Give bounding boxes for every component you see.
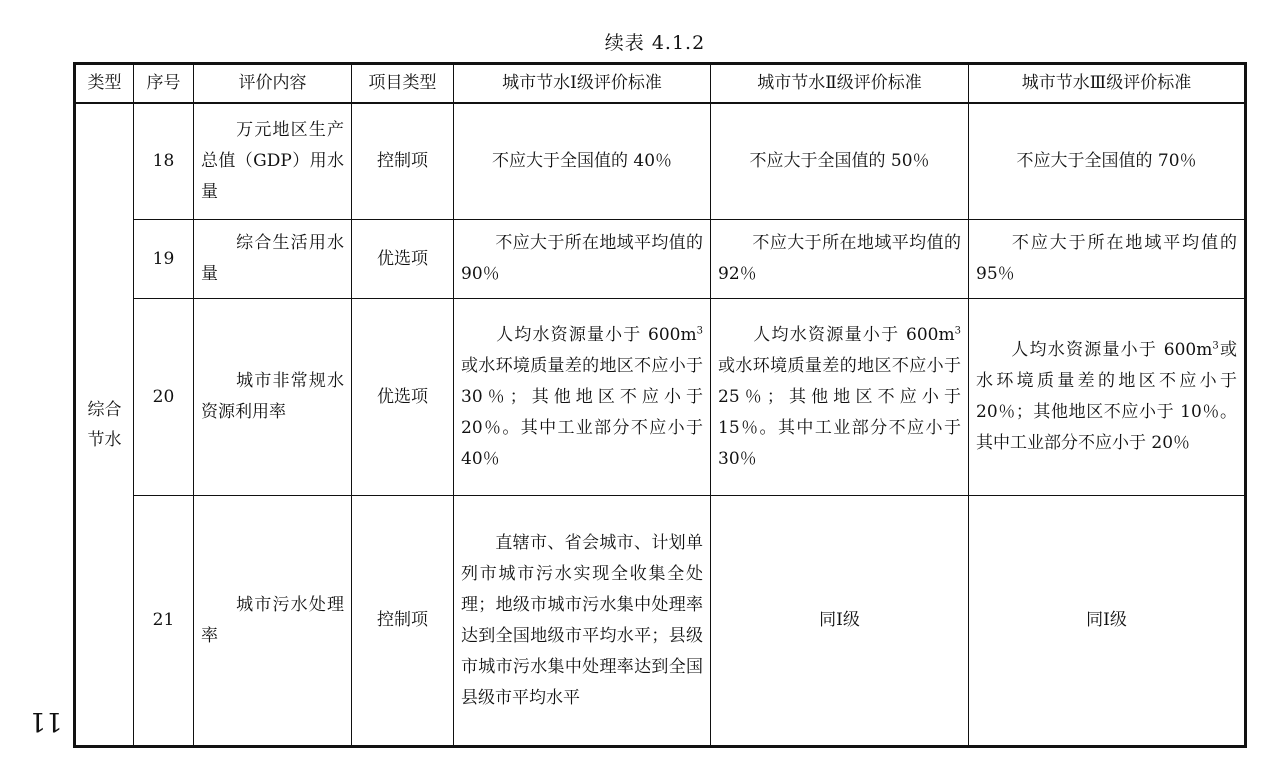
header-level2: 城市节水Ⅱ级评价标准: [711, 64, 969, 104]
row-level1: 人均水资源量小于 $600m^3$或水环境质量差的地区不应小于 30％；其他地区不应小于 20％。其中工业部分不应小于 40％: [454, 299, 711, 496]
table-row: [75, 299, 1246, 496]
page-number: 11: [29, 706, 63, 736]
table-row: [75, 220, 1246, 299]
row-content: 城市污水处理率: [194, 496, 352, 747]
row-level2: 不应大于所在地域平均值的 92％: [711, 220, 969, 299]
evaluation-standard-table: [73, 62, 1247, 748]
row-level2: 同Ⅰ级: [711, 496, 969, 747]
header-row: [75, 64, 1246, 104]
row-content: 城市非常规水资源利用率: [194, 299, 352, 496]
row-level2: 不应大于全国值的 50％: [711, 103, 969, 220]
row-level1: 直辖市、省会城市、计划单列市城市污水实现全收集全处理；地级市城市污水集中处理率达到全国地级市平均水平；县级市城市污水集中处理率达到全国县级市平均水平: [454, 496, 711, 747]
category-cell: 综合节水: [75, 103, 134, 747]
row-level1: 不应大于所在地域平均值的 90％: [454, 220, 711, 299]
row-level3: 不应大于全国值的 70％: [969, 103, 1246, 220]
row-item-type: 优选项: [352, 220, 454, 299]
row-item-type: 优选项: [352, 299, 454, 496]
header-no: 序号: [134, 64, 194, 104]
row-no: 21: [134, 496, 194, 747]
header-content: 评价内容: [194, 64, 352, 104]
row-content: 综合生活用水量: [194, 220, 352, 299]
row-item-type: 控制项: [352, 103, 454, 220]
row-level3: 同Ⅰ级: [969, 496, 1246, 747]
table-row: [75, 103, 1246, 220]
row-no: 18: [134, 103, 194, 220]
table-row: [75, 496, 1246, 747]
row-content: 万元地区生产总值（GDP）用水量: [194, 103, 352, 220]
row-no: 20: [134, 299, 194, 496]
table-title: 续表 4.1.2: [604, 32, 706, 54]
row-level1: 不应大于全国值的 40％: [454, 103, 711, 220]
row-item-type: 控制项: [352, 496, 454, 747]
row-level3: 人均水资源量小于 $600m^3$或水环境质量差的地区不应小于 20％；其他地区不应小于 10％。其中工业部分不应小于 20％: [969, 299, 1246, 496]
header-category: 类型: [75, 64, 134, 104]
header-item-type: 项目类型: [352, 64, 454, 104]
header-level1: 城市节水Ⅰ级评价标准: [454, 64, 711, 104]
row-no: 19: [134, 220, 194, 299]
row-level3: 不应大于所在地域平均值的 95％: [969, 220, 1246, 299]
row-level2: 人均水资源量小于 $600m^3$或水环境质量差的地区不应小于 25％；其他地区不应小于 15％。其中工业部分不应小于 30％: [711, 299, 969, 496]
header-level3: 城市节水Ⅲ级评价标准: [969, 64, 1246, 104]
